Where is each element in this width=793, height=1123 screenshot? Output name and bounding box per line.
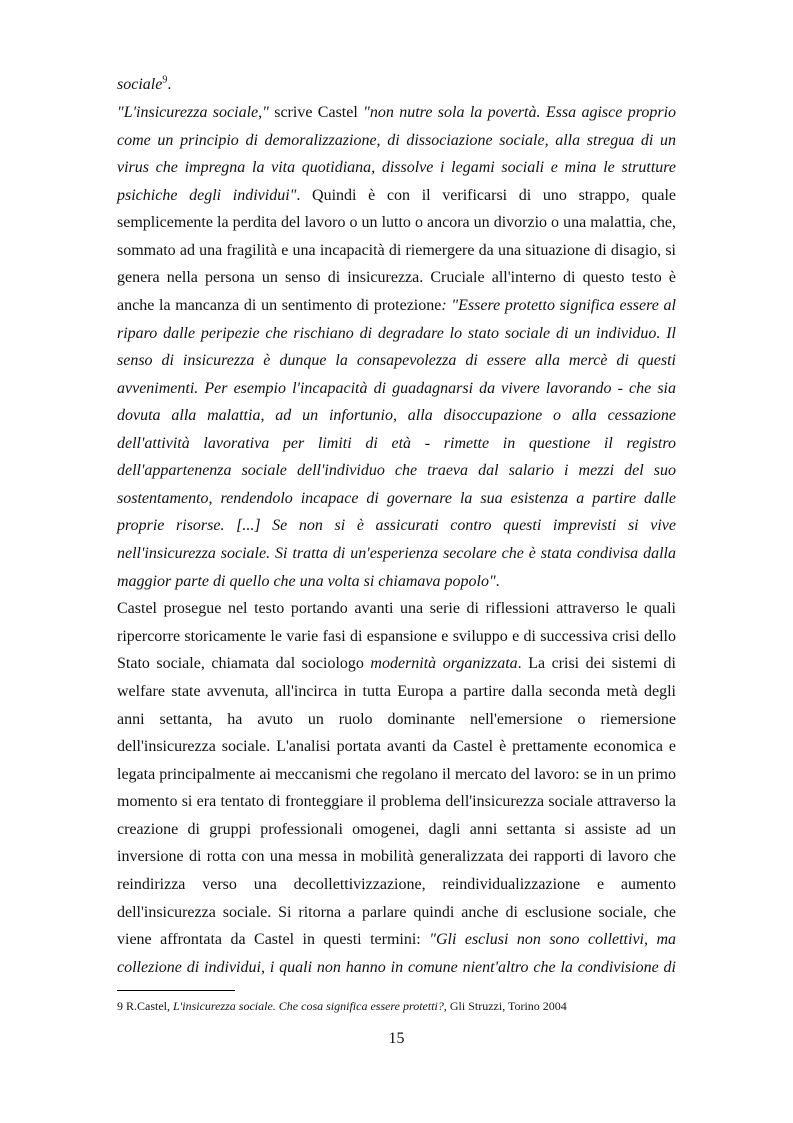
text-line: collezione di individui, i quali non hanno in comune nient'altro che la condivisione di (117, 959, 676, 976)
text-line (117, 186, 676, 206)
text-line (117, 572, 676, 592)
footnote (117, 998, 567, 1014)
text-line: come un principio di demoralizzazione, di dissociazione sociale, alla stregua di un (117, 132, 676, 149)
text-line: dovuta alla malattia, ad un infortunio, alla disoccupazione o alla cessazione (117, 407, 676, 424)
text-line: dell'insicurezza sociale. L'analisi portata avanti da Castel è prettamente economica e (117, 738, 676, 755)
quote-text: : "Essere protetto significa essere al (441, 297, 676, 314)
text-line (117, 103, 676, 123)
text-line: sommato ad una fragilità e una incapacità di riemergere da una situazione di disagio, si (117, 242, 676, 259)
quote-text: "L'insicurezza sociale," (117, 104, 269, 121)
text-run: scrive Castel (268, 104, 364, 121)
text-line: creazione di gruppi professionali omogenei, dagli anni settanta si assiste ad un (117, 821, 676, 838)
text-line: ripercorre storicamente le varie fasi di espansione e sviluppo e di successiva crisi dello (117, 628, 676, 645)
text-line: riparo dalle peripezie che rischiano di degradare lo stato sociale di un individuo. Il (117, 325, 676, 342)
emphasis-text: modernità organizzata (370, 655, 518, 672)
text-line: dell'attività lavorativa per limiti di età - rimette in questione il registro (117, 435, 676, 452)
text-run: . (495, 573, 500, 590)
quote-text: "Gli esclusi non sono collettivi, ma (429, 931, 677, 948)
text-line: sostentamento, rendendolo incapace di governare la sua esistenza a partire dalle (117, 490, 676, 507)
footnote-divider (117, 990, 235, 991)
footnote-publisher: , Gli Struzzi, Torino 2004 (443, 999, 567, 1013)
text-line: avvenimenti. Per esempio l'incapacità di guadagnarsi da vivere lavorando - che sia (117, 380, 676, 397)
text-line: inversione di rotta con una messa in mobilità generalizzata dei rapporti di lavoro che (117, 848, 676, 865)
quote-text: psichiche degli individui" (117, 187, 297, 204)
text-line: semplicemente la perdita del lavoro o un lutto o ancora un divorzio o una malattia, che, (117, 214, 676, 231)
text-run: viene affrontata da Castel in questi termini: (117, 931, 430, 948)
text-run: . La crisi dei sistemi di (517, 655, 676, 672)
text-line (117, 296, 676, 316)
text-run: sociale (117, 76, 163, 93)
text-line: senso di insicurezza è dunque la consapevolezza di essere alla mercè di questi (117, 352, 676, 369)
text-line: virus che impregna la vita quotidiana, dissolve i legami sociali e mina le strutture (117, 159, 676, 176)
text-line: reindirizza verso una decollettivizzazione, reindividualizzazione e aumento (117, 876, 676, 893)
text-line: welfare state avvenuta, all'incirca in tutta Europa a partire dalla seconda metà degli (117, 683, 676, 700)
text-line: proprie risorse. [...] Se non si è assicurati contro questi imprevisti si vive (117, 517, 676, 534)
text-run: anche la mancanza di un sentimento di protezione (117, 297, 442, 314)
text-line: Castel prosegue nel testo portando avanti una serie di riflessioni attraverso le quali (117, 600, 676, 617)
footnote-ref[interactable]: 9 (162, 74, 168, 86)
text-run: . Quindi è con il verificarsi di uno strappo, quale (296, 187, 676, 204)
footnote-title: L'insicurezza sociale. Che cosa significa essere protetti? (173, 999, 444, 1013)
quote-text: maggior parte di quello che una volta si chiamava popolo" (117, 573, 496, 590)
footnote-author: R.Castel, (123, 999, 173, 1013)
page-number: 15 (388, 1030, 405, 1047)
text-line (117, 75, 676, 95)
footnote-number: 9 (117, 999, 123, 1013)
text-line: momento si era tentato di fronteggiare il problema dell'insicurezza sociale attraverso la (117, 793, 676, 810)
text-line: genera nella persona un senso di insicurezza. Cruciale all'interno di questo testo è (117, 269, 676, 286)
text-line: anni settanta, ha avuto un ruolo dominante nell'emersione o riemersione (117, 711, 676, 728)
text-line: dell'appartenenza sociale dell'individuo che traeva dal salario i mezzi del suo (117, 462, 676, 479)
text-line: dell'insicurezza sociale. Si ritorna a parlare quindi anche di esclusione sociale, che (117, 904, 676, 921)
quote-text: "non nutre sola la povertà. Essa agisce proprio (363, 104, 677, 121)
text-line: nell'insicurezza sociale. Si tratta di un'esperienza secolare che è stata condivisa dalla (117, 545, 676, 562)
text-line: legata principalmente ai meccanismi che regolano il mercato del lavoro: se in un primo (117, 766, 676, 783)
text-run: . (167, 76, 172, 93)
text-run: Stato sociale, chiamata dal sociologo (117, 655, 371, 672)
text-line (117, 930, 676, 950)
text-line (117, 654, 676, 674)
